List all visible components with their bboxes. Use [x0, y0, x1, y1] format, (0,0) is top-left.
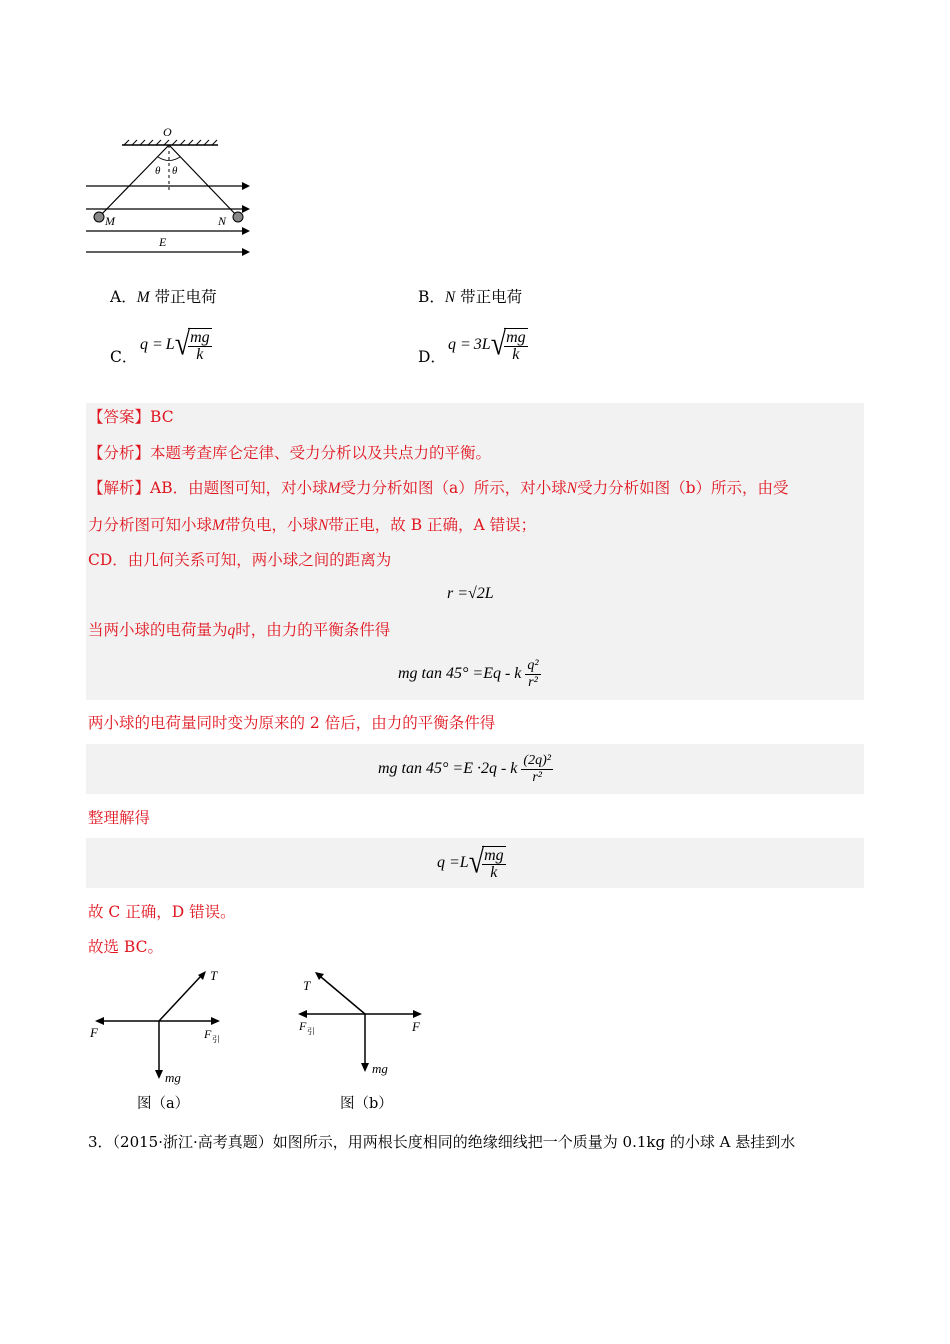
option-d-formula: q = 3L √ $\frac{mg}{k}$: [448, 325, 526, 363]
caption-a: 图（a）: [137, 1096, 190, 1112]
option-d: D．: [418, 348, 446, 366]
simplify-line: 整理解得: [88, 809, 151, 827]
svg-text:引: 引: [212, 1035, 220, 1044]
conclusion-line: 故 C 正确，D 错误。: [88, 903, 236, 921]
equation-result: q =L √ $\frac{mg}{k}$: [437, 843, 504, 881]
label-o: O: [163, 125, 172, 139]
ball-m: [94, 212, 104, 222]
equation-balance-1: mg tan 45° =Eq - k $\frac{\text{q²}}{\text{r²}}$: [398, 657, 539, 690]
explain-line-2: 力分析图可知小球M带负电，小球N带正电，故 B 正确，A 错误；: [88, 516, 537, 534]
option-c-formula: q = L √ $\frac{mg}{k}$: [140, 325, 210, 363]
double-line: 两小球的电荷量同时变为原来的 2 倍后，由力的平衡条件得: [88, 714, 496, 732]
field-pendulum-figure: [80, 120, 260, 260]
analysis-line: 【分析】本题考查库仑定律、受力分析以及共点力的平衡。: [88, 444, 492, 462]
svg-text:mg: mg: [372, 1061, 388, 1076]
svg-text:T: T: [210, 968, 218, 983]
answer-line: 【答案】BC: [88, 408, 174, 426]
svg-text:F: F: [204, 1027, 212, 1041]
equation-distance: r =√2L: [447, 585, 494, 602]
option-b: B．N 带正电荷: [418, 288, 523, 306]
equation-balance-2: mg tan 45° =E ·2q - k $\frac{\text{(2q)²}}{\text{r²}}$: [378, 752, 551, 785]
option-a: A．M 带正电荷: [110, 288, 217, 306]
svg-text:E: E: [159, 235, 167, 249]
svg-text:引: 引: [307, 1027, 315, 1036]
next-question: 3．（2015·浙江·高考真题）如图所示，用两根长度相同的绝缘细线把一个质量为 0.1kg 的小球 A 悬挂到水: [88, 1133, 796, 1151]
svg-text:N: N: [218, 214, 227, 228]
svg-text:θ: θ: [155, 165, 161, 177]
svg-text:M: M: [105, 214, 115, 228]
svg-text:F: F: [412, 1019, 420, 1034]
svg-text:mg: mg: [165, 1070, 181, 1085]
caption-b: 图（b）: [340, 1096, 393, 1112]
svg-text:θ: θ: [172, 165, 178, 177]
choose-line: 故选 BC。: [88, 938, 163, 956]
svg-text:F: F: [90, 1025, 98, 1040]
svg-text:F: F: [299, 1019, 307, 1033]
option-c: C．: [110, 348, 138, 366]
when-line: 当两小球的电荷量为q时，由力的平衡条件得: [88, 621, 391, 639]
force-diagram-b: [292, 962, 442, 1092]
svg-text:T: T: [303, 978, 311, 993]
ball-n: [233, 212, 243, 222]
explain-line-1: 【解析】AB．由题图可知，对小球M受力分析如图（a）所示，对小球N受力分析如图（b）所示，由受: [88, 479, 789, 497]
cd-line: CD．由几何关系可知，两小球之间的距离为: [88, 551, 392, 569]
force-diagram-a: [86, 962, 236, 1092]
